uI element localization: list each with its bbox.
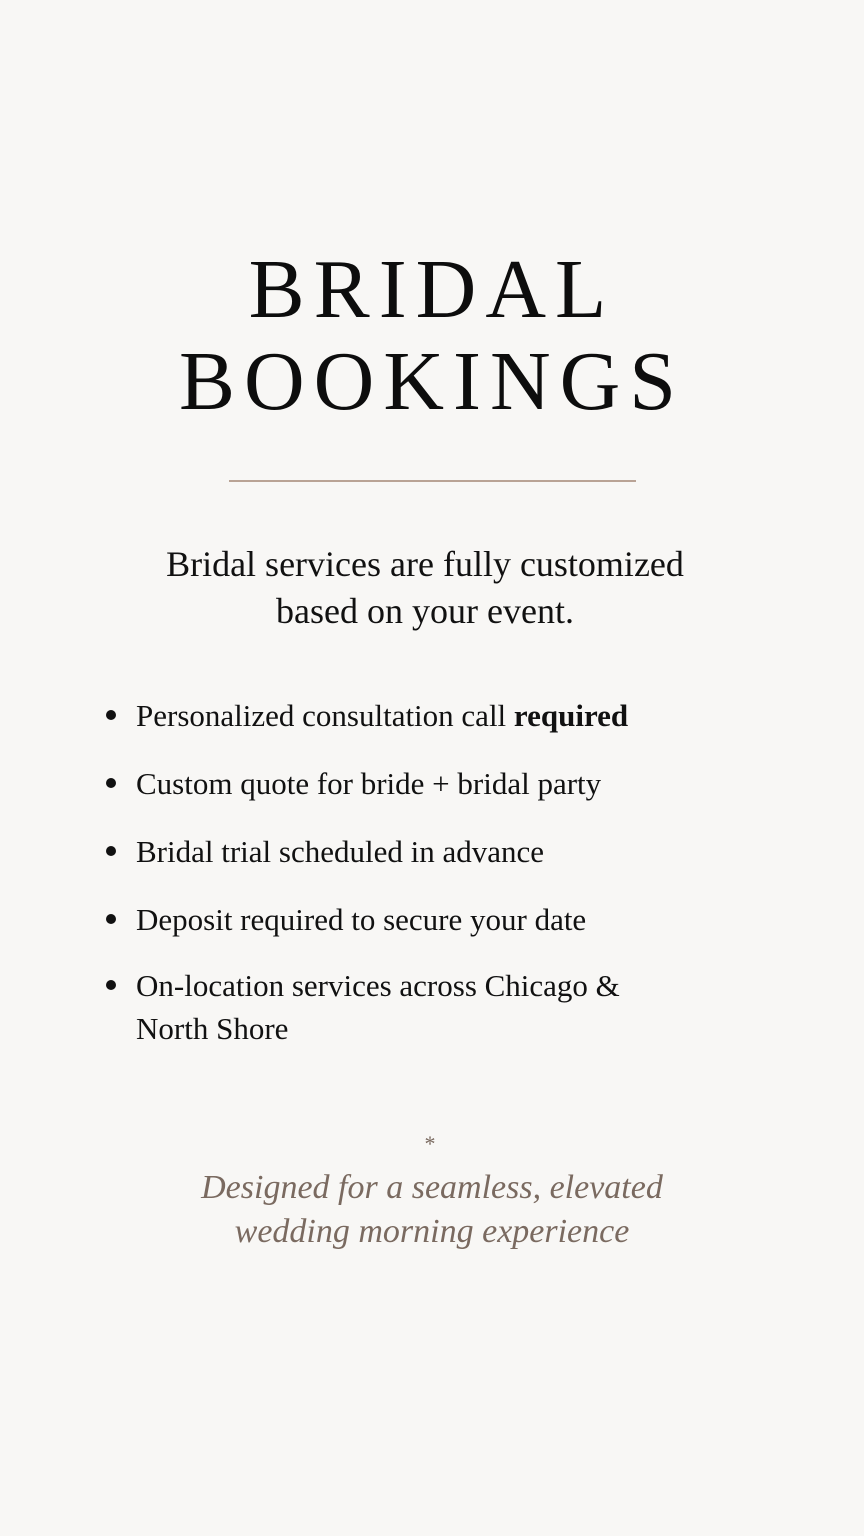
intro-text — [90, 541, 760, 635]
page-title-line-1: BRIDAL — [248, 243, 616, 336]
footnote-line-2: wedding morning experience — [234, 1213, 630, 1250]
intro-line-1: Bridal services are fully customized — [166, 544, 684, 584]
list-item-text — [136, 694, 736, 737]
bullet-icon — [106, 846, 116, 856]
list-item-text: Deposit required to secure your date — [136, 902, 587, 937]
list-item-text: On-location services across Chicago & North Shore — [136, 968, 620, 1046]
page-title-line-2: BOOKINGS — [178, 335, 686, 428]
footnote-line-1-text: Designed for a seamless, elevated — [201, 1169, 663, 1206]
title-divider — [229, 480, 636, 482]
bullet-icon — [106, 710, 116, 720]
asterisk-icon: * — [424, 1131, 436, 1156]
intro-line-2: based on your event. — [276, 591, 574, 631]
footnote-line-1 — [120, 1122, 744, 1210]
list-item-emphasis: required — [513, 698, 629, 733]
bullet-icon — [106, 778, 116, 788]
list-item-text: Custom quote for bride + bridal party — [136, 766, 602, 801]
list-item-label: Personalized consultation call — [136, 698, 514, 733]
bullet-icon — [106, 980, 116, 990]
footnote — [120, 1122, 744, 1254]
bullet-icon — [106, 914, 116, 924]
list-item-text: Bridal trial scheduled in advance — [136, 834, 545, 869]
